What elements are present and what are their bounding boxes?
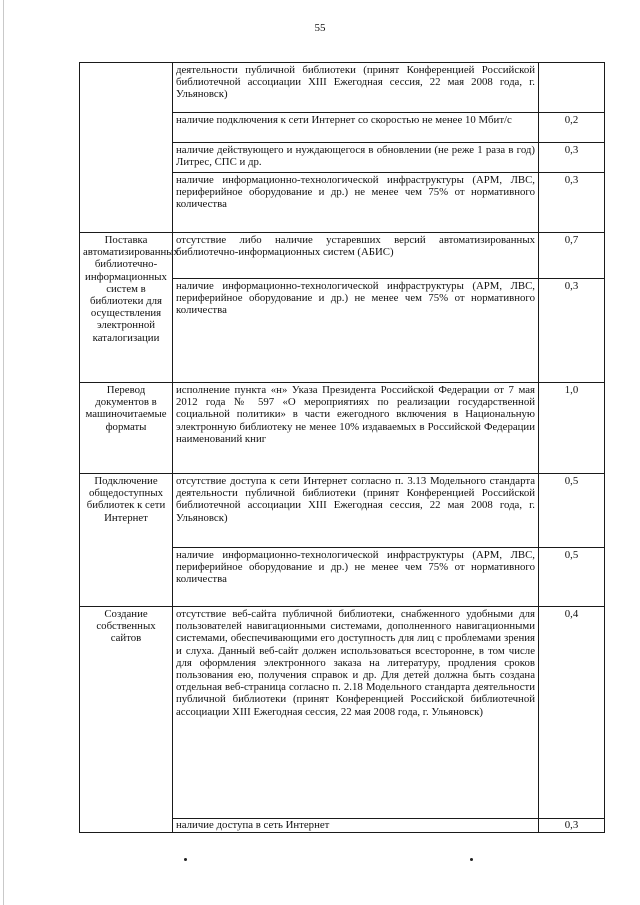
weight-cell: 0,2 (539, 113, 605, 143)
activity-cell: Создание собственных сайтов (80, 607, 173, 833)
criteria-table (79, 62, 605, 833)
weight-cell: 0,3 (539, 173, 605, 233)
activity-cell: Подключение общедоступных библиотек к сети Интернет (80, 474, 173, 607)
page-number: 55 (314, 22, 326, 34)
criterion-cell: наличие информационно-технологической инфраструктуры (АРМ, ЛВС, периферийное оборудование и др.) не менее чем 75% от нормативного количества (173, 173, 539, 233)
weight-cell: 0,3 (539, 819, 605, 833)
criterion-cell: исполнение пункта «н» Указа Президента Российской Федерации от 7 мая 2012 года № 597 «О мероприятиях по реализации государственной социальной политики» в части ежегодного включения в Национальную электронную библиотеку не менее 10% издаваемых в Российской Федерации наименований книг (173, 383, 539, 474)
table-row (80, 474, 605, 548)
criterion-cell: наличие доступа в сеть Интернет (173, 819, 539, 833)
scan-speck (184, 858, 187, 861)
weight-cell: 0,4 (539, 607, 605, 819)
weight-cell: 1,0 (539, 383, 605, 474)
criterion-cell: наличие действующего и нуждающегося в обновлении (не реже 1 раза в год) Литрес, СПС и др. (173, 143, 539, 173)
activity-cell: Поставка автоматизированных библиотечно-информационных систем в библиотеки для осуществления электронной каталогизации (80, 233, 173, 383)
criterion-cell: отсутствие либо наличие устаревших версий автоматизированных библиотечно-информационных систем (АБИС) (173, 233, 539, 279)
weight-cell: 0,3 (539, 279, 605, 383)
table-row (80, 63, 605, 113)
scan-speck (470, 858, 473, 861)
criterion-cell: наличие подключения к сети Интернет со скоростью не менее 10 Мбит/с (173, 113, 539, 143)
criterion-cell: отсутствие доступа к сети Интернет согласно п. 3.13 Модельного стандарта деятельности публичной библиотеки (принят Конференцией Российской библиотечной ассоциации XIII Ежегодная сессия, 22 мая 2008 года, г. Ульяновск) (173, 474, 539, 548)
activity-cell (80, 63, 173, 233)
criterion-cell: отсутствие веб-сайта публичной библиотеки, снабженного удобными для пользователей навигационными системами, дополненного навигационными системами, обеспечивающими его доступность для лиц с проблемами зрения и слуха. Данный веб-сайт должен использоваться всесторонне, в том числе для оформления электронного заказа на литературу, продления сроков пользования ею, получения справок и др. Для детей должна быть создана отдельная веб-страница согласно п. 2.18 Модельного стандарта деятельности публичной библиотеки (принят Конференцией Российской библиотечной ассоциации XIII Ежегодная сессия, 22 мая 2008 года, г. Ульяновск) (173, 607, 539, 819)
weight-cell: 0,5 (539, 548, 605, 607)
weight-cell: 0,3 (539, 143, 605, 173)
weight-cell: 0,7 (539, 233, 605, 279)
criterion-cell: деятельности публичной библиотеки (принят Конференцией Российской библиотечной ассоциации XIII Ежегодная сессия, 22 мая 2008 года, г. Ульяновск) (173, 63, 539, 113)
criterion-cell: наличие информационно-технологической инфраструктуры (АРМ, ЛВС, периферийное оборудование и др.) не менее чем 75% от нормативного количества (173, 279, 539, 383)
scan-edge-line (3, 0, 4, 905)
activity-cell: Перевод документов в машиночитаемые форматы (80, 383, 173, 474)
criterion-cell: наличие информационно-технологической инфраструктуры (АРМ, ЛВС, периферийное оборудование и др.) не менее чем 75% от нормативного количества (173, 548, 539, 607)
weight-cell: 0,5 (539, 474, 605, 548)
weight-cell (539, 63, 605, 113)
table-row (80, 233, 605, 279)
table-row (80, 383, 605, 474)
table-row (80, 607, 605, 819)
